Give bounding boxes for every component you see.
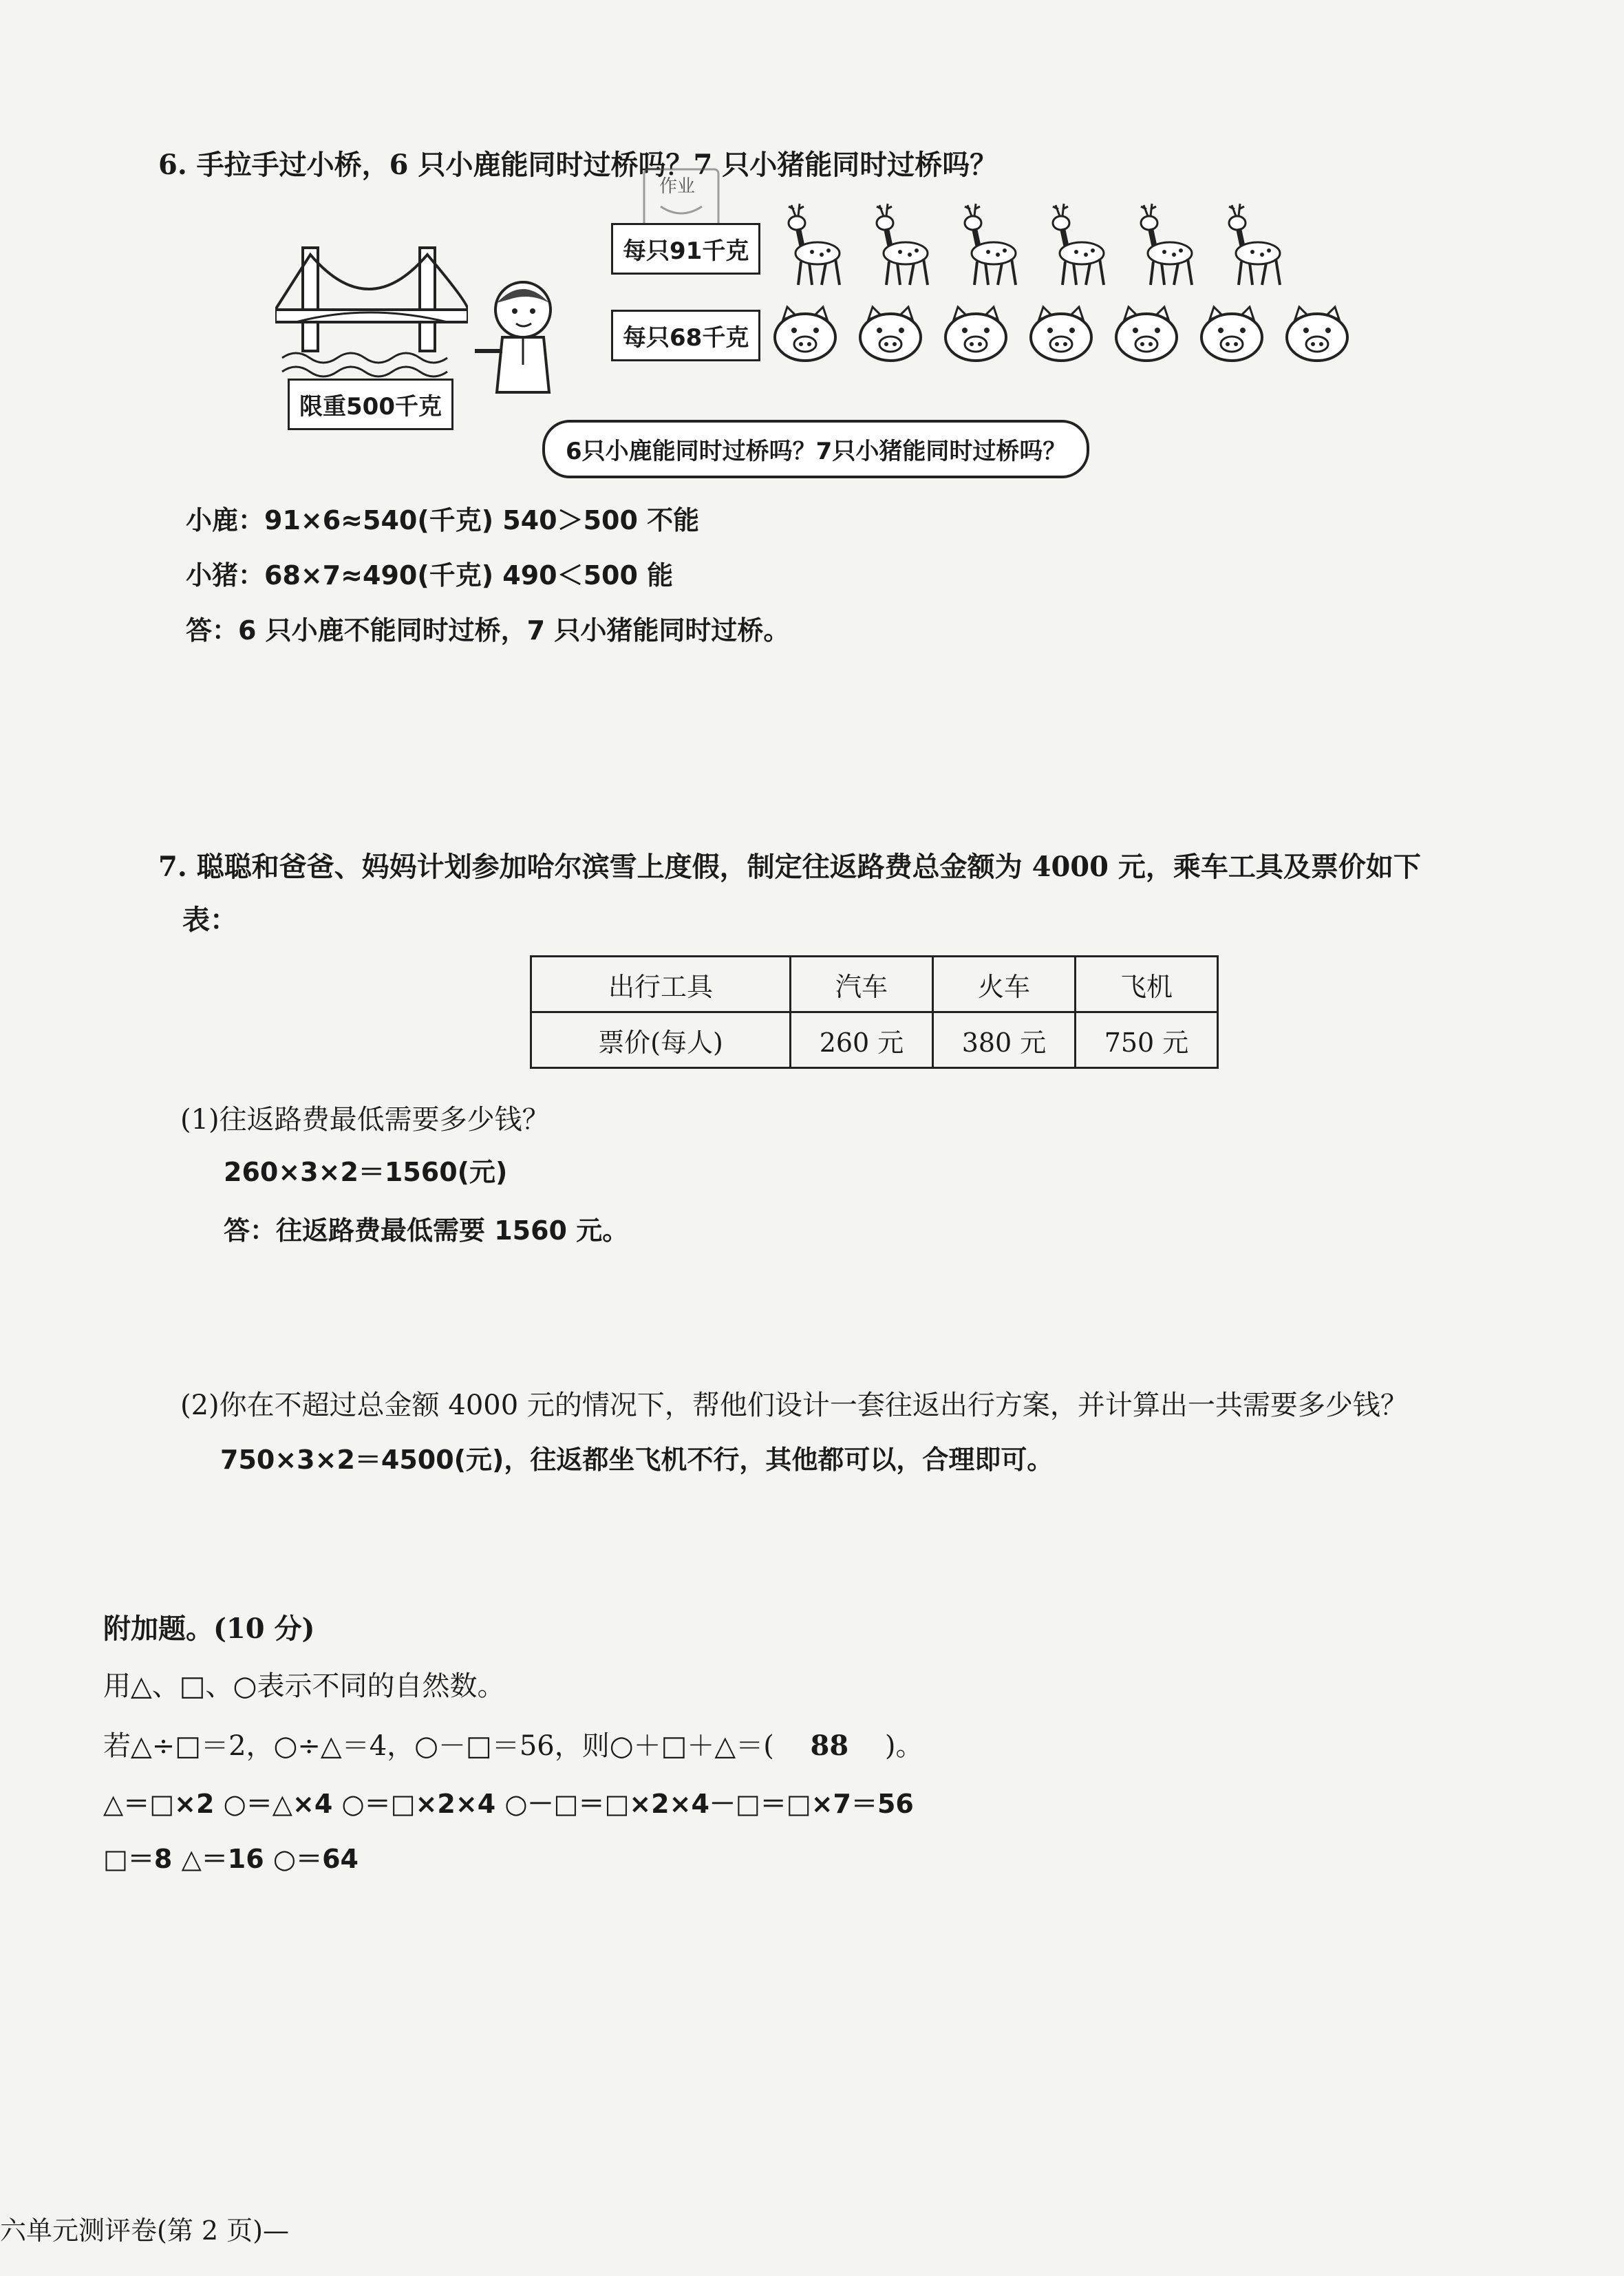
table-cell: 750 元	[1076, 1012, 1218, 1068]
table-cell: 票价(每人)	[531, 1012, 791, 1068]
deer-icon	[1035, 200, 1111, 289]
table-cell: 汽车	[791, 957, 933, 1012]
pig-icon	[1283, 303, 1351, 365]
pig-weight-label: 每只68千克	[611, 310, 760, 361]
bonus-line3: △＝□×2 ○＝△×4 ○＝□×2×4 ○－□＝□×2×4－□＝□×7＝56	[103, 1789, 914, 1819]
bonus-answer: 88	[810, 1730, 849, 1762]
q6-illustration	[275, 186, 1376, 489]
speech-bubble: 6只小鹿能同时过桥吗？7只小猪能同时过桥吗？	[542, 420, 1089, 478]
table-cell: 出行工具	[531, 957, 791, 1012]
deer-icon	[1123, 200, 1199, 289]
bonus-title: 附加题。(10 分)	[103, 1613, 315, 1645]
pig-icon	[1027, 303, 1096, 365]
deer-icon	[771, 200, 846, 289]
deer-icon	[859, 200, 934, 289]
bonus-line2	[103, 1724, 923, 1763]
pig-icon	[941, 303, 1010, 365]
pig-icon	[1112, 303, 1181, 365]
q6-work-deer: 小鹿：91×6≈540(千克) 540＞500 不能	[186, 505, 700, 535]
boy-icon	[468, 275, 571, 399]
bonus-line1: 用△、□、○表示不同的自然数。	[103, 1670, 505, 1702]
q7-sub2-question: (2)你在不超过总金额 4000 元的情况下，帮他们设计一套往返出行方案，并计算出一共需要多少钱？	[180, 1390, 1408, 1421]
pig-icon	[1197, 303, 1266, 365]
q7-sub1-work: 260×3×2＝1560(元)	[224, 1157, 508, 1187]
table-row	[531, 957, 1218, 1012]
page-footer: 六单元测评卷(第 2 页)—	[0, 2215, 289, 2246]
table-cell: 380 元	[933, 1012, 1076, 1068]
table-row	[531, 1012, 1218, 1068]
bonus-line4: □＝8 △＝16 ○＝64	[103, 1844, 359, 1874]
fare-table	[530, 955, 1219, 1069]
bonus-line2-pre: 若△÷□＝2，○÷△＝4，○－□＝56，则○＋□＋△＝(	[103, 1730, 774, 1762]
q6-answer: 答：6 只小鹿不能同时过桥，7 只小猪能同时过桥。	[186, 615, 790, 646]
pig-icon	[771, 303, 840, 365]
deer-icon	[1211, 200, 1287, 289]
q7-sub2-work: 750×3×2＝4500(元)，往返都坐飞机不行，其他都可以，合理即可。	[220, 1445, 1054, 1475]
bridge-limit-label: 限重500千克	[288, 379, 453, 430]
deer-icon	[947, 200, 1023, 289]
q7-title: 7. 聪聪和爸爸、妈妈计划参加哈尔滨雪上度假，制定往返路费总金额为 4000 元，乘车工具及票价如下	[158, 851, 1421, 883]
table-cell: 260 元	[791, 1012, 933, 1068]
pig-row	[771, 303, 1390, 372]
bridge-icon	[275, 241, 468, 392]
q6-work-pig: 小猪：68×7≈490(千克) 490＜500 能	[186, 560, 674, 591]
q7-title-cont: 表：	[182, 904, 237, 936]
homework-stamp-text: 作业	[659, 176, 696, 197]
q6-title: 6. 手拉手过小桥，6 只小鹿能同时过桥吗？7 只小猪能同时过桥吗？	[158, 149, 998, 181]
deer-weight-label: 每只91千克	[611, 223, 760, 275]
table-cell: 飞机	[1076, 957, 1218, 1012]
bonus-line2-post: )。	[884, 1730, 923, 1762]
deer-row	[771, 200, 1390, 289]
table-cell: 火车	[933, 957, 1076, 1012]
q7-sub1-answer: 答：往返路费最低需要 1560 元。	[224, 1215, 629, 1246]
pig-icon	[856, 303, 925, 365]
q7-sub1-question: (1)往返路费最低需要多少钱？	[180, 1104, 550, 1136]
